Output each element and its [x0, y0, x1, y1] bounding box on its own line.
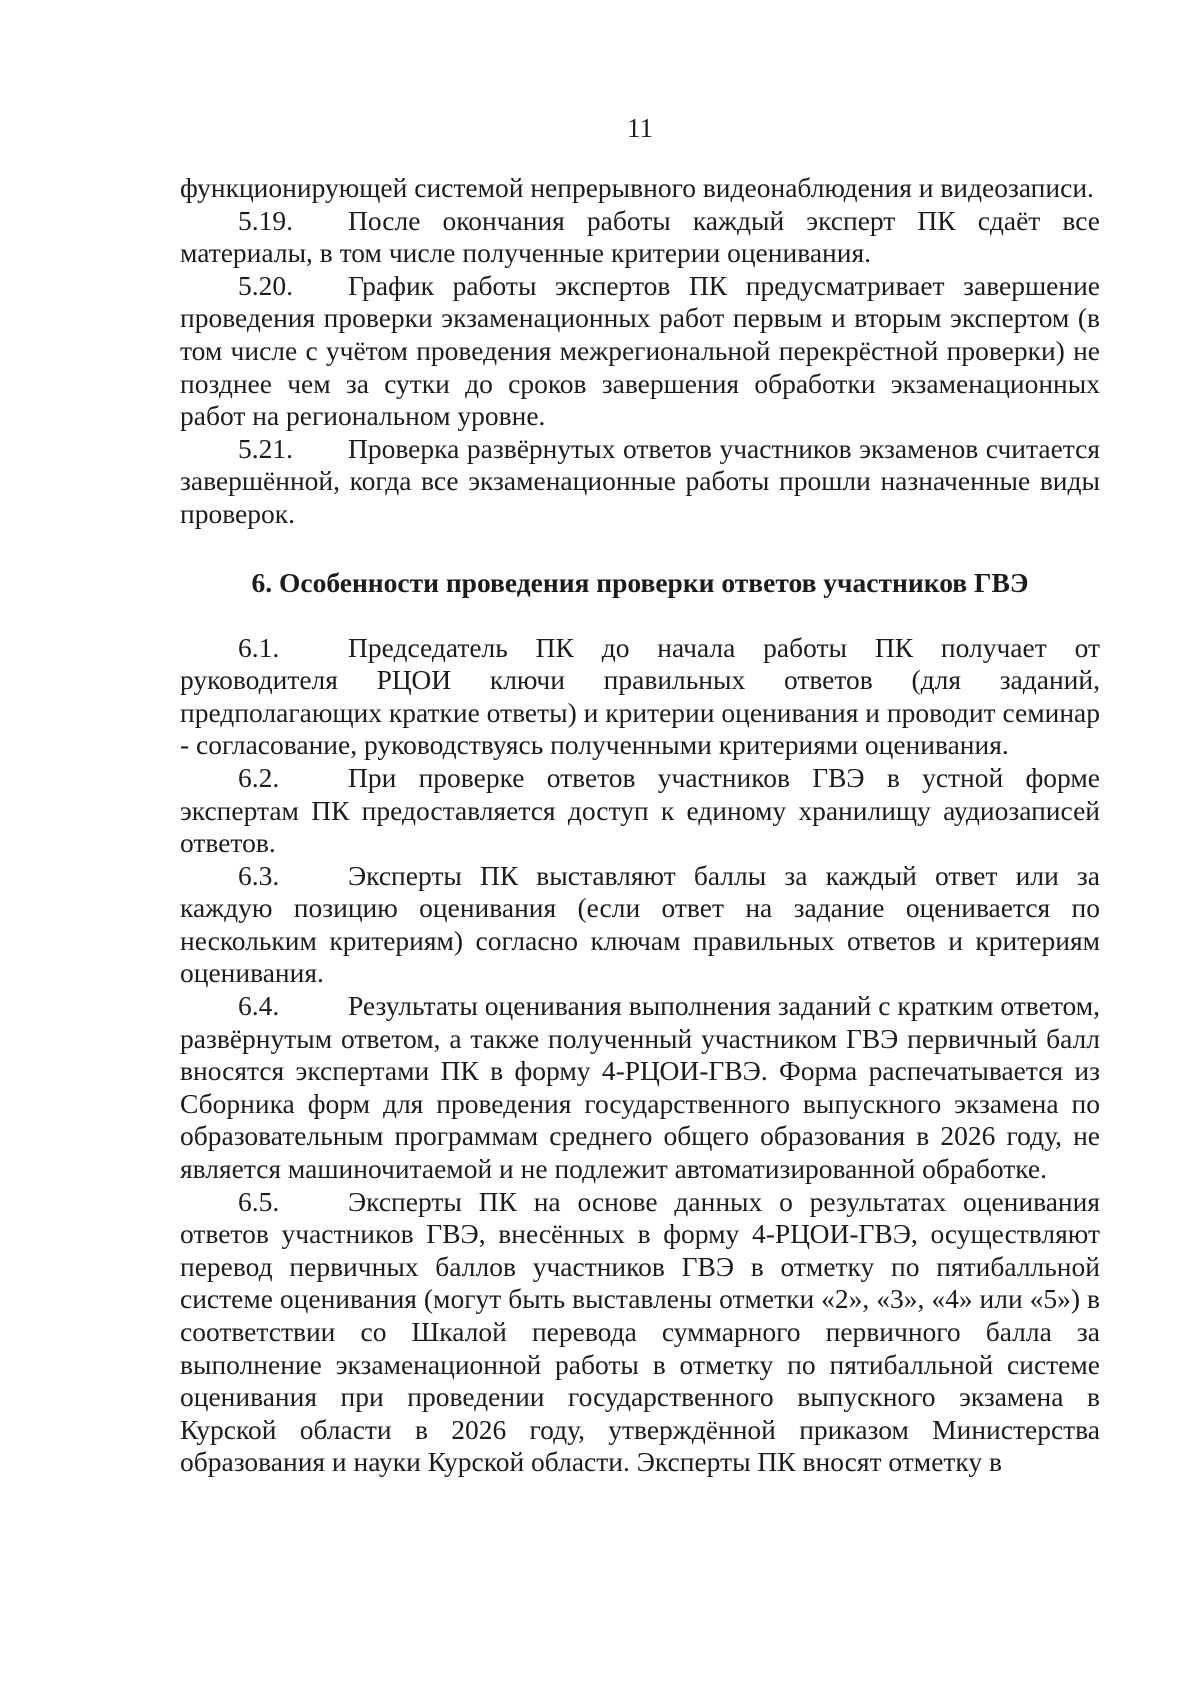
paragraph-text: Результаты оценивания выполнения заданий с кратким ответом, развёрнутым ответом, а также полученный участником ГВЭ первичный балл вносятся экспертами ПК в форму 4-РЦОИ-ГВЭ. Форма распечатывается из Сборника форм для проведения государственного выпускного экзамена по образовательным программам среднего общего образования в 2026 году, не является машиночитаемой и не подлежит автоматизированной обработке.: [180, 990, 1100, 1185]
paragraph-text: Председатель ПК до начала работы ПК получает от руководителя РЦОИ ключи правильных ответов (для заданий, предполагающих краткие ответы) и критерии оценивания и проводит семинар - согласование, руководствуясь полученными критериями оценивания.: [180, 631, 1100, 761]
paragraph-5-21: [180, 433, 1100, 531]
paragraph-6-4: [180, 990, 1100, 1186]
section-heading: 6. Особенности проведения проверки ответов участников ГВЭ: [251, 566, 1029, 598]
continuation-paragraph: функционирующей системой непрерывного видеонаблюдения и видеозаписи.: [180, 172, 1094, 203]
paragraph-text: При проверке ответов участников ГВЭ в устной форме экспертам ПК предоставляется доступ к единому хранилищу аудиозаписей ответов.: [180, 761, 1100, 859]
paragraph-number: 6.5.: [238, 1185, 280, 1217]
paragraph-text: Эксперты ПК выставляют баллы за каждый ответ или за каждую позицию оценивания (если ответ на задание оценивается по нескольким критериям) согласно ключам правильных ответов и критериям оценивания.: [180, 859, 1100, 989]
paragraph-number: 5.20.: [238, 269, 293, 301]
paragraph-text: Проверка развёрнутых ответов участников экзаменов считается завершённой, когда все экзаменационные работы прошли назначенные виды проверок.: [180, 432, 1100, 529]
paragraph-5-20: [180, 270, 1100, 433]
paragraph-number: 5.21.: [238, 432, 293, 464]
page-number: 11: [627, 113, 653, 143]
paragraph-text: После окончания работы каждый эксперт ПК сдаёт все материалы, в том числе полученные критерии оценивания.: [180, 204, 1100, 269]
paragraph-6-3: [180, 860, 1100, 990]
paragraph-6-1: [180, 632, 1100, 762]
paragraph-number: 5.19.: [238, 204, 293, 236]
paragraph-5-19: [180, 205, 1100, 270]
paragraph-6-5: [180, 1186, 1100, 1479]
paragraph-number: 6.4.: [238, 990, 280, 1022]
paragraph-number: 6.3.: [238, 859, 280, 891]
paragraph-6-2: [180, 762, 1100, 860]
paragraph-number: 6.1.: [238, 631, 280, 663]
paragraph-number: 6.2.: [238, 761, 280, 793]
paragraph-text: Эксперты ПК на основе данных о результатах оценивания ответов участников ГВЭ, внесённых в форму 4-РЦОИ-ГВЭ, осуществляют перевод первичных баллов участников ГВЭ в отметку по пятибалльной системе оценивания (могут быть выставлены отметки «2», «3», «4» или «5») в соответствии со Шкалой перевода суммарного первичного балла за выполнение экзаменационной работы в отметку по пятибалльной системе оценивания при проведении государственного выпускного экзамена в Курской области в 2026 году, утверждённой приказом Министерства образования и науки Курской области. Эксперты ПК вносят отметку в: [180, 1185, 1100, 1478]
document-body: [180, 172, 1100, 1479]
paragraph-text: График работы экспертов ПК предусматривает завершение проведения проверки экзаменационных работ первым и вторым экспертом (в том числе с учётом проведения межрегиональной перекрёстной проверки) не позднее чем за сутки до сроков завершения обработки экзаменационных работ на региональном уровне.: [180, 269, 1100, 432]
